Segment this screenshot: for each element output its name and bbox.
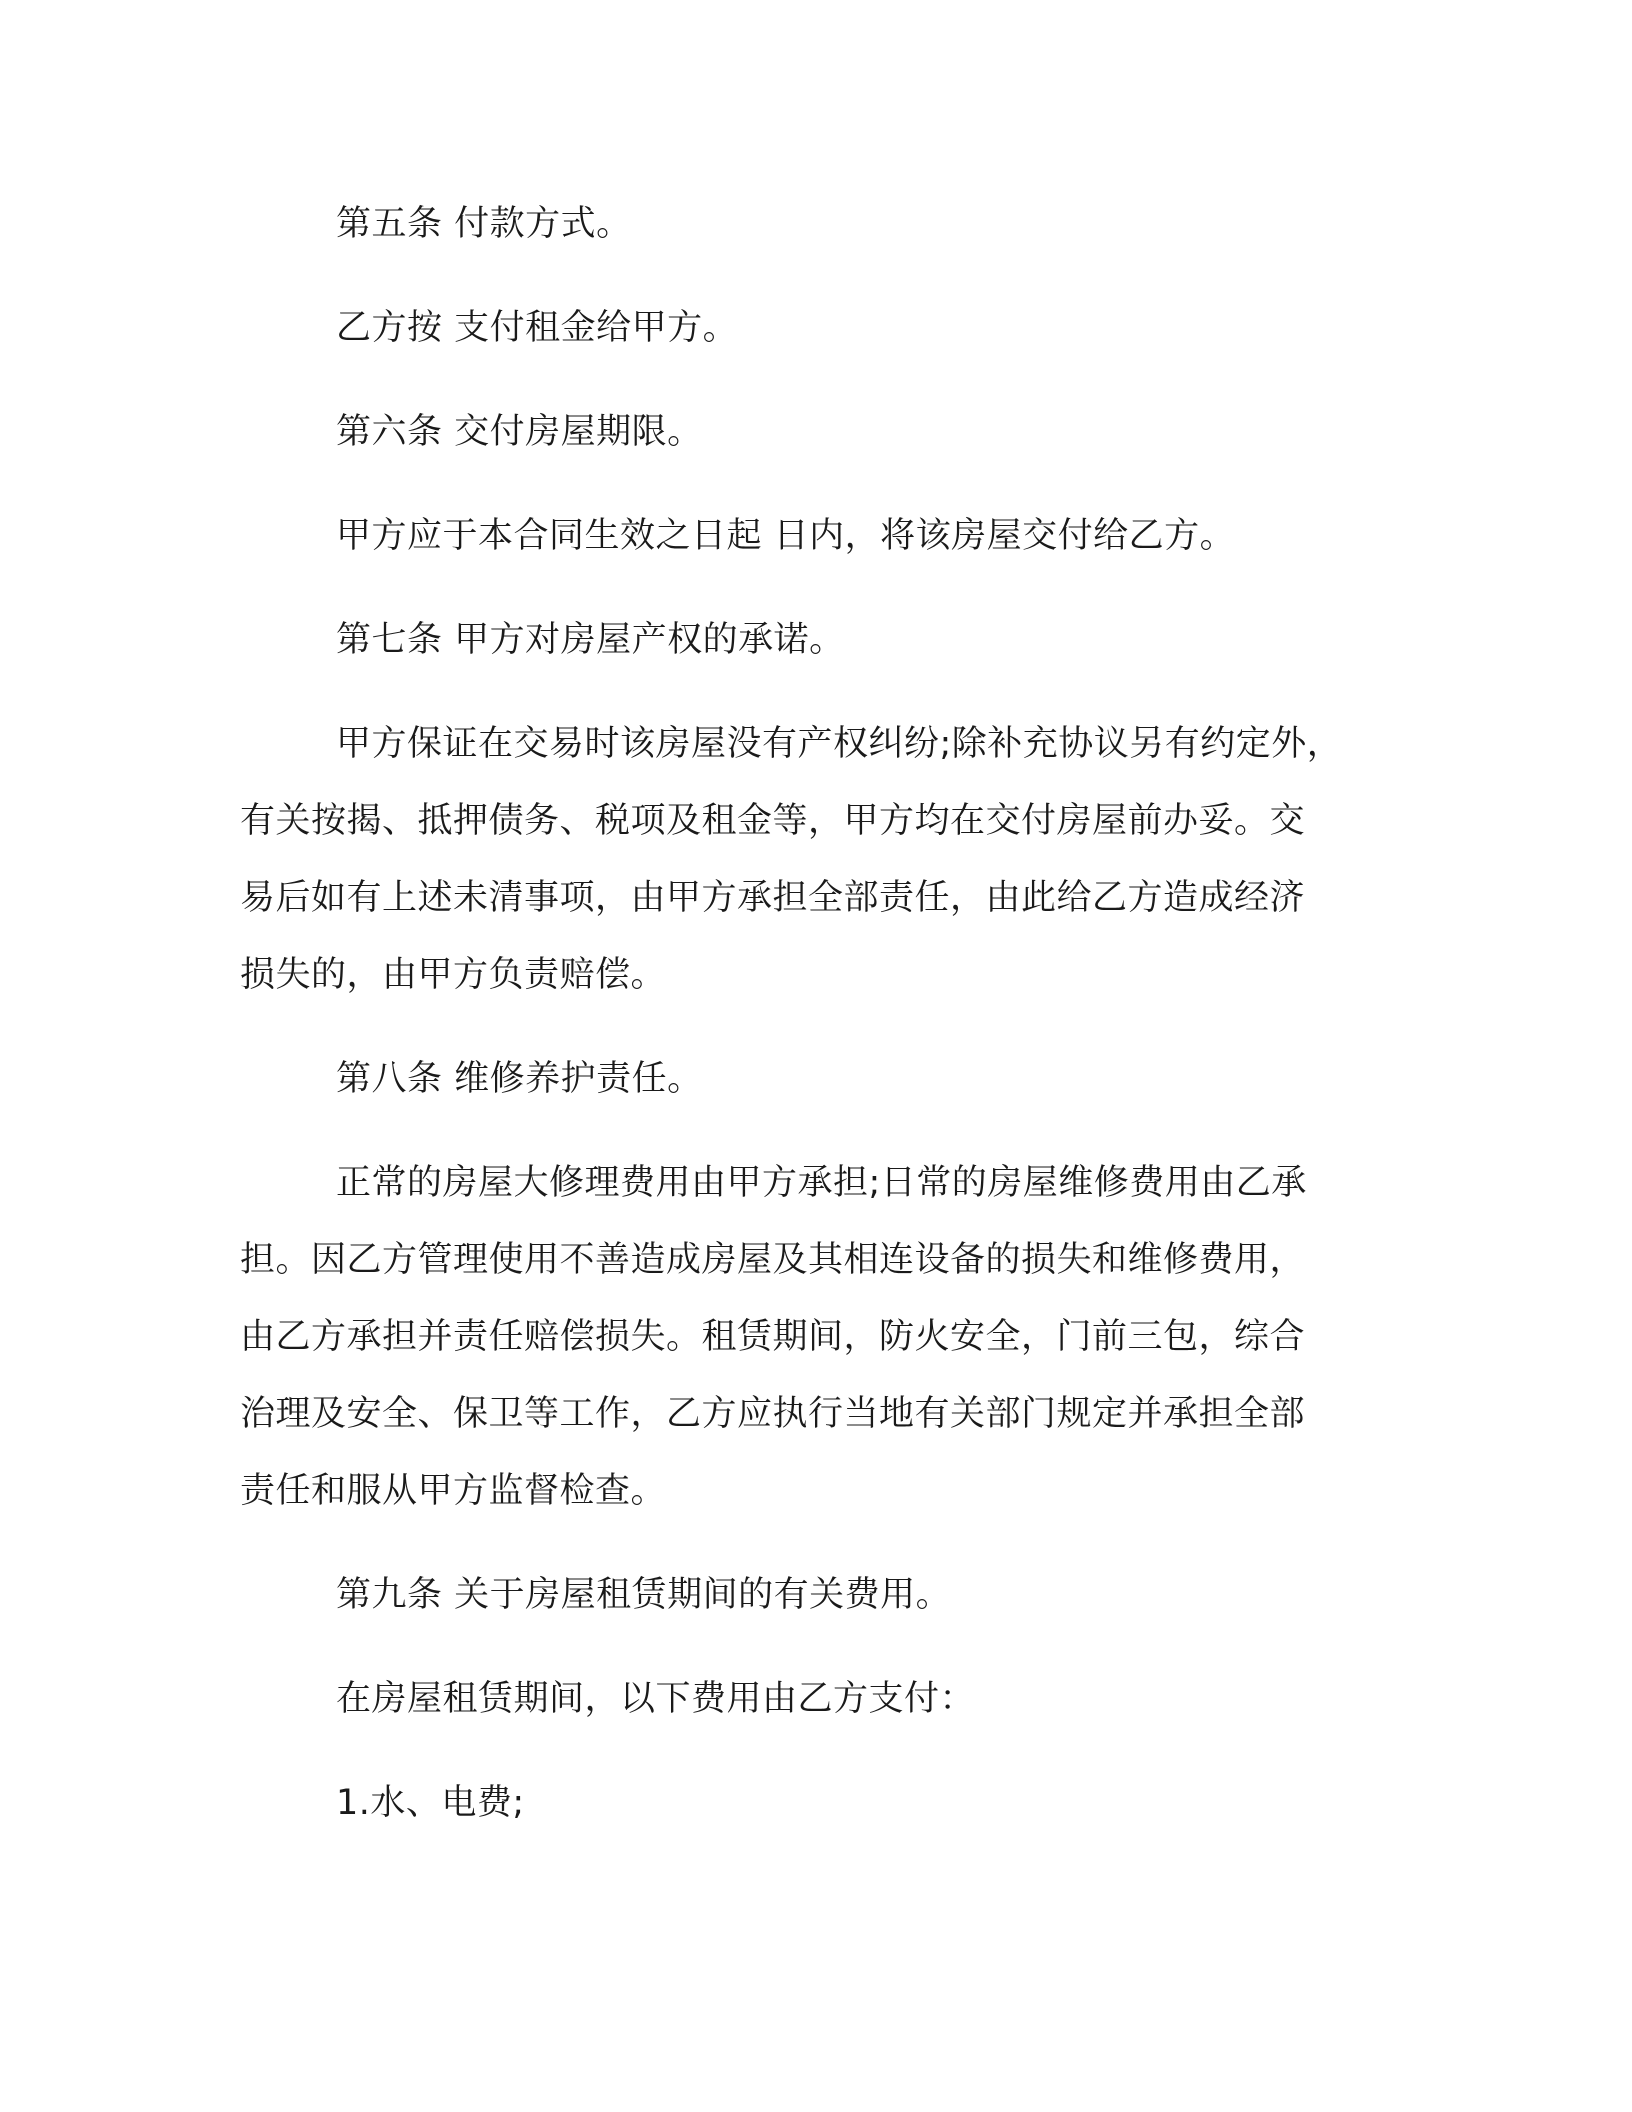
paragraph-line: 易后如有上述未清事项，由甲方承担全部责任，由此给乙方造成经济	[240, 878, 1306, 918]
paragraph-line: 甲方应于本合同生效之日起 日内，将该房屋交付给乙方。	[336, 516, 1236, 556]
article-9-title	[240, 1557, 1370, 1634]
article-7-title	[240, 602, 1370, 679]
article-9-item-1	[240, 1765, 1370, 1842]
paragraph-line: 乙方按 支付租金给甲方。	[336, 308, 739, 348]
paragraph-line: 第六条 交付房屋期限。	[336, 412, 703, 452]
article-6-title	[240, 394, 1370, 471]
article-5-body	[240, 290, 1370, 367]
paragraph-line: 损失的，由甲方负责赔偿。	[240, 955, 667, 995]
article-8-body	[240, 1145, 1370, 1530]
article-7-body	[240, 706, 1370, 1014]
article-9-body	[240, 1661, 1370, 1738]
article-8-title	[240, 1041, 1370, 1118]
paragraph-line: 治理及安全、保卫等工作，乙方应执行当地有关部门规定并承担全部	[240, 1394, 1306, 1434]
paragraph-line: 第五条 付款方式。	[336, 204, 632, 244]
paragraph-line: 第八条 维修养护责任。	[336, 1059, 703, 1099]
paragraph-line: 责任和服从甲方监督检查。	[240, 1471, 667, 1511]
article-5-title	[240, 186, 1370, 263]
paragraph-line: 担。因乙方管理使用不善造成房屋及其相连设备的损失和维修费用，	[240, 1240, 1306, 1280]
document-body	[240, 186, 1370, 1869]
paragraph-line: 在房屋租赁期间，以下费用由乙方支付：	[336, 1679, 976, 1719]
paragraph-line: 正常的房屋大修理费用由甲方承担;日常的房屋维修费用由乙承	[336, 1163, 1307, 1203]
paragraph-line: 甲方保证在交易时该房屋没有产权纠纷;除补充协议另有约定外，	[336, 724, 1343, 764]
paragraph-line: 1.水、电费;	[336, 1783, 525, 1823]
paragraph-line: 有关按揭、抵押债务、税项及租金等，甲方均在交付房屋前办妥。交	[240, 801, 1306, 841]
article-6-body	[240, 498, 1370, 575]
paragraph-line: 由乙方承担并责任赔偿损失。租赁期间，防火安全，门前三包，综合	[240, 1317, 1306, 1357]
paragraph-line: 第七条 甲方对房屋产权的承诺。	[336, 620, 845, 660]
paragraph-line: 第九条 关于房屋租赁期间的有关费用。	[336, 1575, 952, 1615]
